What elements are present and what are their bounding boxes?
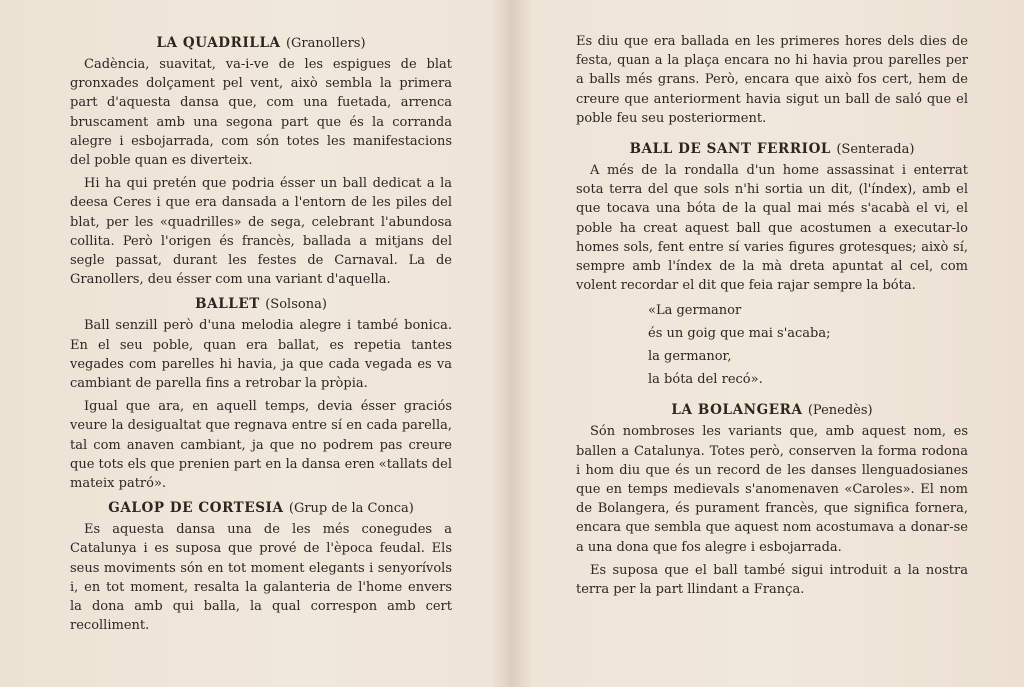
dance-location: (Penedès) (807, 403, 873, 419)
paragraph: A més de la rondalla d'un home assassinat i enterrat sota terra del que sols n'hi sortia un dit, (l'índex), amb el que tocava una bóta de la qual mai més s'acabà el vi, el poble ha creat aquest ball que acostumen a executar-lo homes sols, fent entre sí varies figures grotesques; això sí, sempre amb l'índex de la mà dreta apuntat al cel, com volent recordar el dit que feia rajar sempre la bóta. (576, 163, 968, 294)
verse (648, 299, 968, 391)
right-page (512, 0, 1024, 687)
paragraph: Són nombroses les variants que, amb aquest nom, es ballen a Catalunya. Totes però, conserven la forma rodona i hom diu que és un record de les danses llenguadosianes que en temps medievals s'anomenaven «Caroles». El nom de Bolangera, és purament francès, que significa fornera, encara que sembla que aquest nom acostumava a donar-se a una dona que fos alegre i esbojarrada. (576, 424, 968, 555)
section-galop-de-cortesia (70, 497, 452, 635)
paragraph: Ball senzill però d'una melodia alegre i també bonica. En el seu poble, quan era ballat, es repetia tantes vegades com parelles hi havia, ja que cada vegada es va cambiant de parella fins a retrobar la pròpia. (70, 318, 452, 392)
section-title (70, 293, 452, 316)
section-title (576, 138, 968, 161)
section-la-quadrilla (70, 32, 452, 289)
dance-name: BALLET (195, 296, 260, 313)
section-title (70, 32, 452, 55)
left-page-column (70, 32, 452, 639)
verse-line: «La germanor (648, 303, 742, 319)
continued-paragraph: Es diu que era ballada en les primeres hores dels dies de festa, quan a la plaça encara no hi havia prou parelles per a balls més grans. Però, encara que això fos cert, hem de creure que anteriorment havia sigut un ball de saló que el poble feu seu posteriorment. (576, 34, 968, 126)
paragraph: Es suposa que el ball també sigui introduit a la nostra terra per la part llindant a França. (576, 562, 968, 598)
dance-location: (Grup de la Conca) (288, 501, 414, 517)
verse-line: és un goig que mai s'acaba; (648, 326, 831, 342)
section-title (70, 497, 452, 520)
dance-location: (Solsona) (265, 297, 327, 313)
dance-location: (Granollers) (285, 36, 366, 51)
dance-location: (Senterada) (836, 142, 915, 158)
dance-name: GALOP DE CORTESIA (108, 500, 284, 517)
dance-name: BALL DE SANT FERRIOL (629, 141, 832, 158)
paragraph: Igual que ara, en aquell temps, devia ésser graciós veure la desigualtat que regnava entre sí en cada parella, tal com anaven cambiant, ja que no podrem pas creure que tots els que prenien part en la dansa eren «tallats del mateix patró». (70, 399, 452, 492)
section-ball-de-sant-ferriol (576, 138, 968, 391)
dance-name: LA BOLANGERA (671, 402, 803, 419)
section-la-bolangera (576, 399, 968, 599)
verse-line: la bóta del recó». (648, 372, 763, 388)
dance-name: LA QUADRILLA (156, 35, 281, 51)
paragraph: Es aquesta dansa una de les més conegudes a Catalunya i es suposa que prové de l'època feudal. Els seus moviments són en tot moment elegants i senyorívols i, en tot moment, resalta la galanteria de l'home envers la dona amb qui balla, la qual correspon amb cert recolliment. (70, 522, 452, 634)
right-page-column (576, 32, 968, 603)
verse-line: la germanor, (648, 349, 732, 365)
paragraph: Hi ha qui pretén que podria ésser un ball dedicat a la deesa Ceres i que era dansada a l'entorn de les piles del blat, per les «quadrilles» de sega, celebrant l'abundosa collita. Però l'origen és francès, ballada a mitjans del segle passat, durant les festes de Carnaval. La de Granollers, deu ésser com una variant d'aquella. (70, 176, 452, 288)
section-title (576, 399, 968, 422)
paragraph: Cadència, suavitat, va-i-ve de les espigues de blat gronxades dolçament pel vent, això sembla la primera part d'aquesta dansa que, com una fuetada, arrenca bruscament amb una segona part que és la corranda alegre i esbojarrada, com són totes les manifestacions del poble quan es diverteix. (70, 57, 452, 169)
section-ballet (70, 293, 452, 493)
